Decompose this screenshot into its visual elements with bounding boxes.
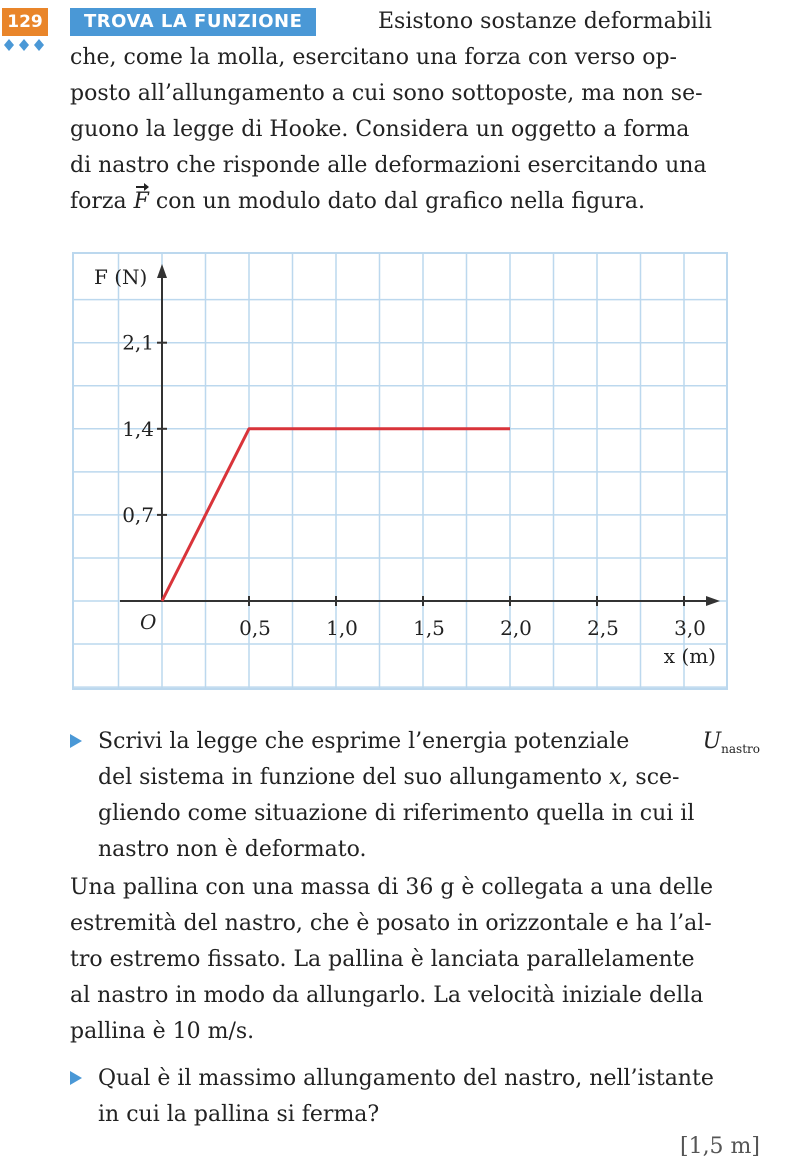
q1-line: nastro non è deformato.: [98, 837, 367, 862]
body-line: al nastro in modo da allungarlo. La velocità iniziale della: [70, 983, 704, 1008]
potential-energy-symbol: U: [702, 729, 722, 754]
body-line: tro estremo fissato. La pallina è lanciata parallelamente: [70, 947, 695, 972]
x-axis-label: x (m): [663, 644, 716, 668]
bullet-triangle-icon: [70, 1071, 82, 1085]
q2-line: Qual è il massimo allungamento del nastro, nell’istante: [98, 1066, 714, 1091]
bullet-triangle-icon: [70, 734, 82, 748]
intro-line: posto all’allungamento a cui sono sottoposte, ma non se-: [70, 81, 703, 106]
answer: [1,5 m]: [679, 1134, 760, 1159]
exercise-tag: TROVA LA FUNZIONE: [70, 8, 316, 36]
q1-line: Scrivi la legge che esprime l’energia potenziale $U_{nastro}$: [98, 729, 760, 756]
y-tick-label: 1,4: [122, 416, 154, 441]
q1-line: del sistema in funzione del suo allungamento x, sce-: [98, 765, 680, 790]
body-line: Una pallina con una massa di 36 g è collegata a una delle: [70, 875, 713, 900]
q1-line: gliendo come situazione di riferimento quella in cui il: [98, 801, 695, 826]
exercise-number: 129: [2, 8, 48, 36]
y-tick-label: 2,1: [122, 330, 154, 355]
intro-line: che, come la molla, esercitano una forza con verso op-: [70, 45, 677, 70]
y-tick-label: 0,7: [122, 502, 154, 527]
chart-frame: [73, 253, 727, 689]
body-line: estremità del nastro, che è posato in orizzontale e ha l’al-: [70, 911, 712, 936]
intro-first-line: Esistono sostanze deformabili: [378, 9, 712, 34]
potential-energy-subscript: nastro: [721, 742, 760, 756]
x-tick-label: 3,0: [674, 616, 706, 640]
intro-line: guono la legge di Hooke. Considera un oggetto a forma: [70, 117, 690, 142]
intro-line: di nastro che risponde alle deformazioni esercitando una: [70, 153, 707, 178]
body-line: pallina è 10 m/s.: [70, 1019, 255, 1044]
force-vector-symbol: F: [134, 184, 149, 220]
elongation-variable: x: [609, 765, 622, 790]
intro-last-line: forza F con un modulo dato dal grafico nella figura.: [70, 184, 760, 220]
q2-line: in cui la pallina si ferma?: [98, 1102, 380, 1127]
origin-label: O: [140, 610, 157, 634]
x-tick-label: 2,0: [500, 616, 532, 640]
x-tick-label: 1,0: [326, 616, 358, 640]
y-axis-label: F (N): [94, 265, 148, 289]
x-tick-label: 1,5: [413, 616, 445, 640]
x-tick-label: 2,5: [587, 616, 619, 640]
x-tick-label: 0,5: [239, 616, 271, 640]
force-displacement-chart: [72, 252, 728, 690]
difficulty-diamonds-icon: [2, 36, 52, 54]
